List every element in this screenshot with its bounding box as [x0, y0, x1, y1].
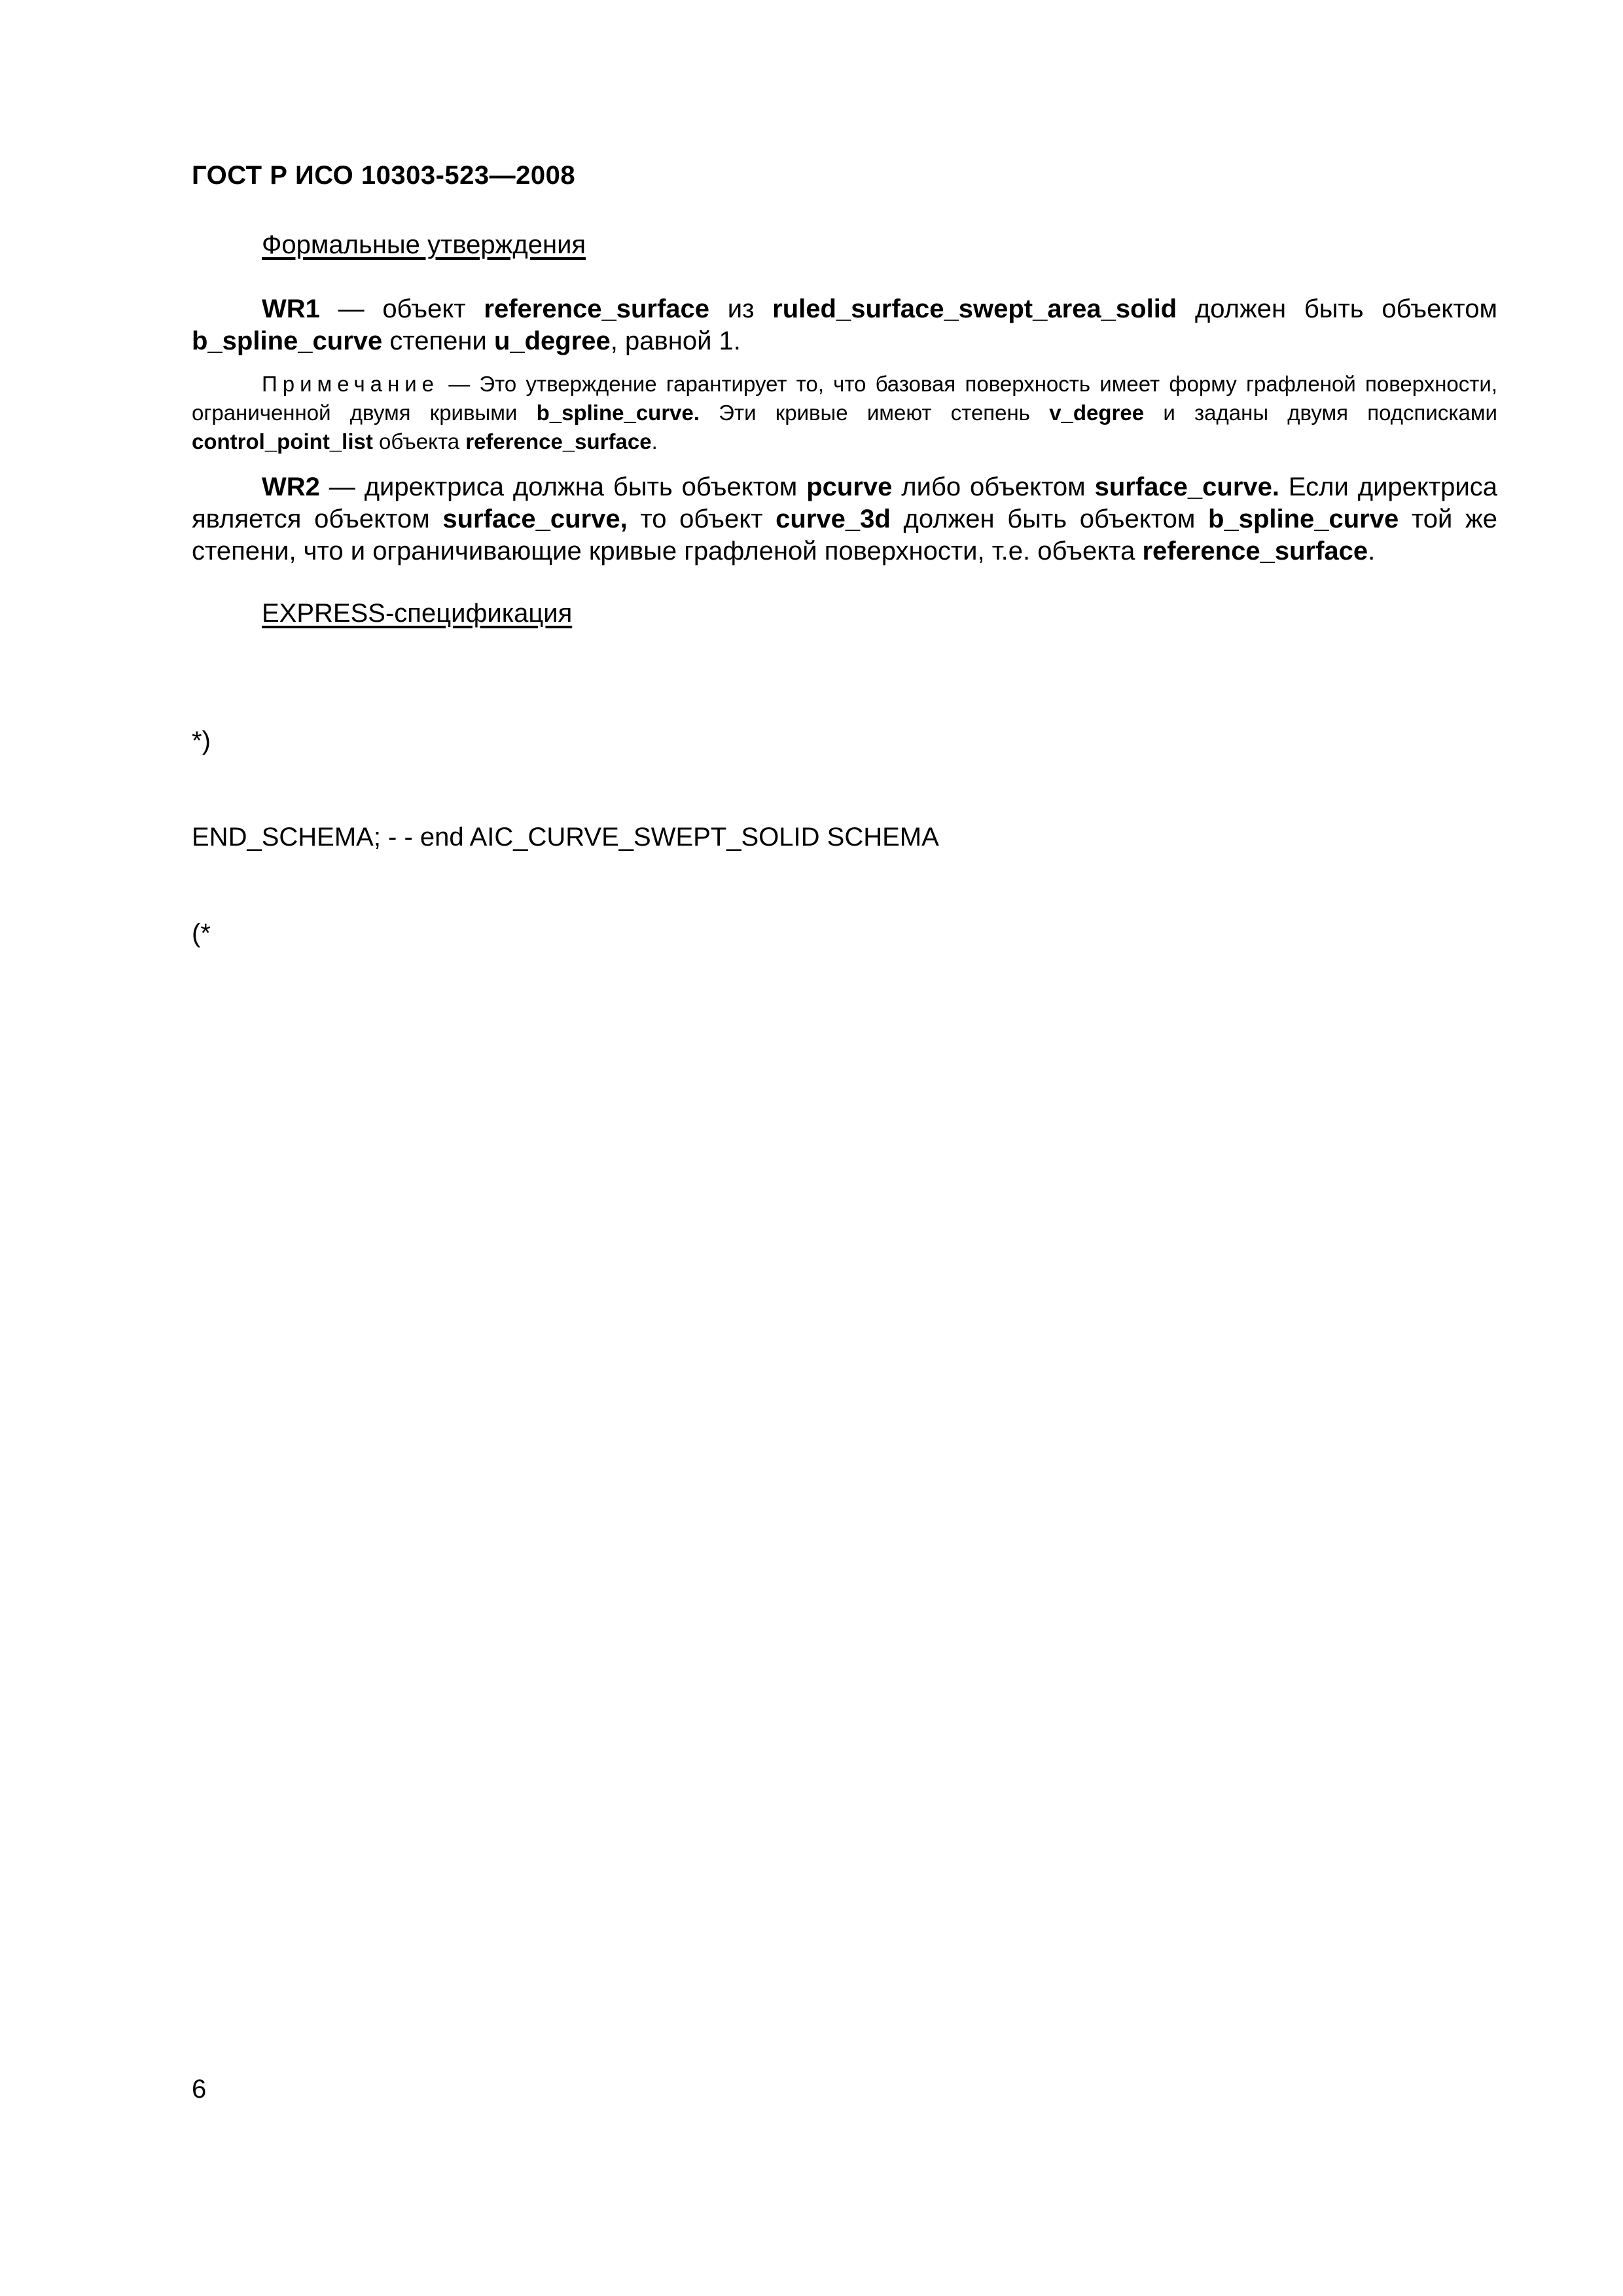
express-specification-heading: EXPRESS-спецификация — [262, 599, 573, 628]
code-line: *) — [192, 726, 211, 755]
note-term: control_point_list — [192, 429, 373, 454]
document-title: ГОСТ Р ИСО 10303-523—2008 — [192, 161, 576, 190]
rule-wr2 — [192, 471, 1497, 567]
rule-wr2-text: либо объектом — [892, 473, 1095, 501]
rule-wr1-text: — объект — [319, 295, 484, 323]
rule-wr1 — [192, 293, 1497, 357]
rule-wr2-term: surface_curve. — [1094, 473, 1279, 501]
rule-wr1-term: u_degree — [493, 327, 611, 355]
rule-wr2-term: reference_surface — [1142, 537, 1368, 565]
note-text: Эти кривые имеют степень — [700, 401, 1050, 425]
rule-wr1-term: b_spline_curve — [192, 327, 383, 355]
page-number: 6 — [192, 2075, 207, 2104]
rule-wr1-text: из — [709, 295, 773, 323]
rule-wr2-term: pcurve — [806, 473, 893, 501]
rule-wr2-text: должен быть объектом — [890, 505, 1209, 533]
rule-wr2-text: — директриса должна быть объектом — [319, 473, 807, 501]
express-code-block — [192, 661, 939, 1014]
note-term: reference_surface — [465, 429, 652, 454]
note-term: b_spline_curve. — [536, 401, 700, 425]
code-line: END_SCHEMA; - - end AIC_CURVE_SWEPT_SOLID SCHEMA — [192, 823, 939, 852]
note-text: и заданы двумя подсписками — [1144, 401, 1497, 425]
note-text: объекта — [372, 429, 466, 454]
rule-wr2-label: WR2 — [262, 473, 320, 501]
rule-wr1-text: должен быть объектом — [1177, 295, 1497, 323]
rule-wr2-term: surface_curve, — [442, 505, 628, 533]
formal-statements-heading: Формальные утверждения — [262, 230, 586, 259]
rule-wr2-text: то объект — [627, 505, 776, 533]
note-label: Примечание — [262, 372, 440, 396]
rule-wr2-text: . — [1368, 537, 1376, 565]
rule-wr1-term: reference_surface — [484, 295, 710, 323]
rule-wr2-text: Если директриса является объектом — [192, 473, 1498, 533]
code-line: (* — [192, 919, 211, 948]
rule-wr1-label: WR1 — [262, 295, 320, 323]
note-paragraph — [192, 370, 1497, 456]
note-text: — Это утверждение гарантирует то, что базовая поверхность имеет форму графленой поверхности, ограниченной двумя кривыми — [192, 372, 1497, 425]
rule-wr2-term: b_spline_curve — [1208, 505, 1399, 533]
note-text: . — [651, 429, 658, 454]
rule-wr1-text: , равной 1. — [610, 327, 741, 355]
note-term: v_degree — [1049, 401, 1145, 425]
rule-wr1-text: степени — [382, 327, 494, 355]
rule-wr2-term: curve_3d — [776, 505, 891, 533]
rule-wr2-text: той же степени, что и ограничивающие кривые графленой поверхности, т.е. объекта — [192, 505, 1498, 565]
rule-wr1-term: ruled_surface_swept_area_solid — [772, 295, 1177, 323]
